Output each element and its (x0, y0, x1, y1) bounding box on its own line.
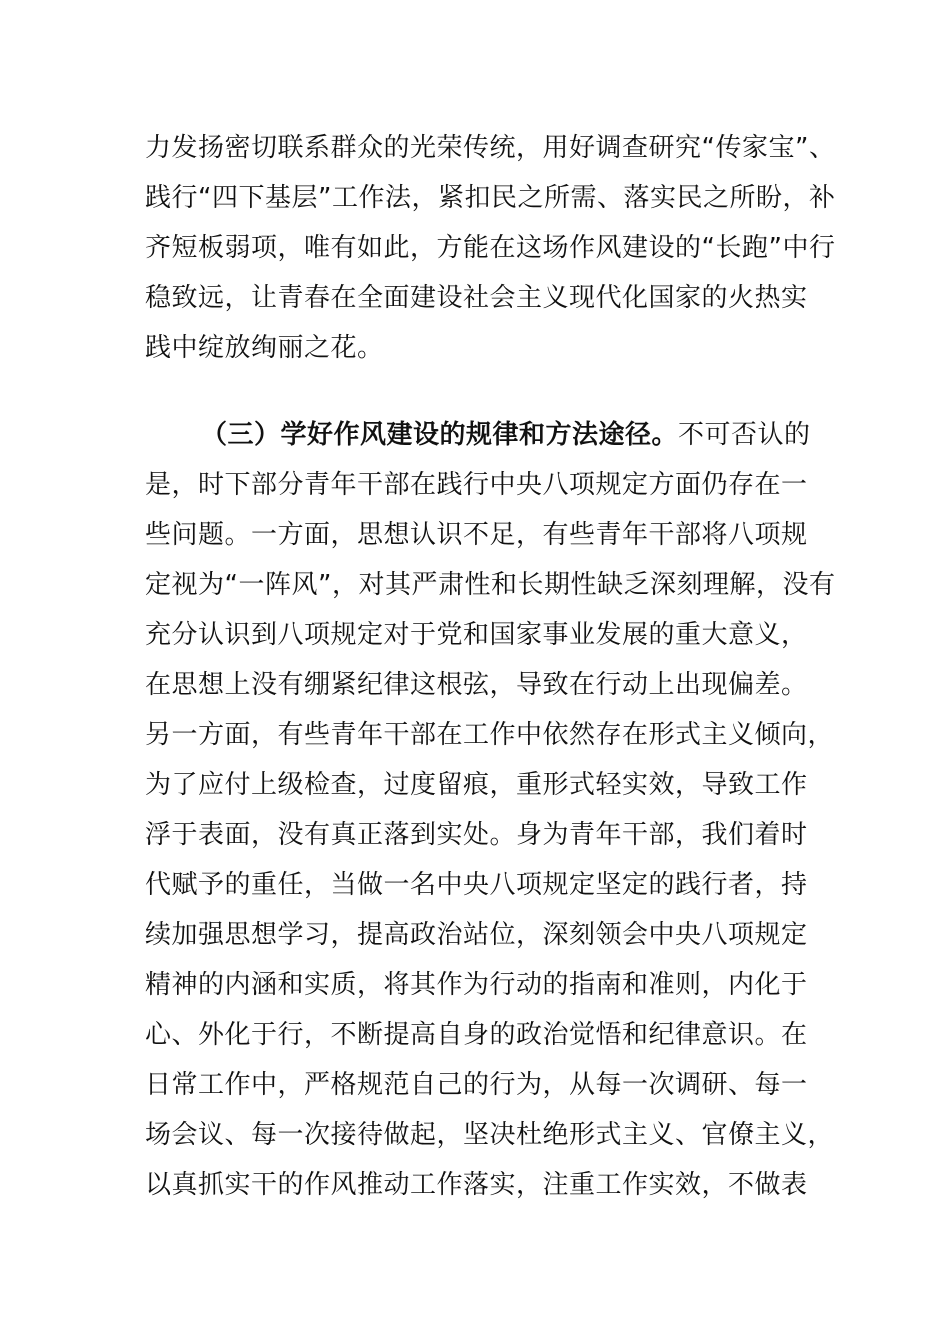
paragraph-1-line: 稳致远，让青春在全面建设社会主义现代化国家的火热实 (145, 283, 808, 313)
paragraph-2-line: 在思想上没有绷紧纪律这根弦，导致在行动上出现偏差。 (145, 670, 808, 700)
paragraph-2-line: 以真抓实干的作风推动工作落实，注重工作实效，不做表 (145, 1170, 808, 1200)
paragraph-1-line: 践中绽放绚丽之花。 (145, 333, 384, 363)
paragraph-2-line: 为了应付上级检查，过度留痕，重形式轻实效，导致工作 (145, 770, 808, 800)
paragraph-2-line: 些问题。一方面，思想认识不足，有些青年干部将八项规 (145, 520, 808, 550)
paragraph-2-line: 日常工作中，严格规范自己的行为，从每一次调研、每一 (145, 1070, 808, 1100)
paragraph-2-line: 心、外化于行，不断提高自身的政治觉悟和纪律意识。在 (145, 1020, 808, 1050)
paragraph-2-line: 另一方面，有些青年干部在工作中依然存在形式主义倾向， (145, 720, 835, 750)
paragraph-2-first-line-text: 不可否认的 (678, 420, 811, 450)
paragraph-2-first-line (201, 415, 811, 455)
paragraph-2-line: 充分认识到八项规定对于党和国家事业发展的重大意义， (145, 620, 808, 650)
paragraph-2-line: 是，时下部分青年干部在践行中央八项规定方面仍存在一 (145, 470, 808, 500)
paragraph-1-line: 力发扬密切联系群众的光荣传统，用好调查研究“传家宝”、 (145, 133, 836, 163)
paragraph-2-line: 精神的内涵和实质，将其作为行动的指南和准则，内化于 (145, 970, 808, 1000)
paragraph-2-line: 代赋予的重任，当做一名中央八项规定坚定的践行者，持 (145, 870, 808, 900)
section-heading: （三）学好作风建设的规律和方法途径。 (201, 420, 679, 450)
paragraph-2-line: 续加强思想学习，提高政治站位，深刻领会中央八项规定 (145, 920, 808, 950)
paragraph-2-line: 场会议、每一次接待做起，坚决杜绝形式主义、官僚主义， (145, 1120, 835, 1150)
paragraph-2-line: 定视为“一阵风”，对其严肃性和长期性缺乏深刻理解，没有 (145, 570, 836, 600)
paragraph-2-line: 浮于表面，没有真正落到实处。身为青年干部，我们着时 (145, 820, 808, 850)
paragraph-1-line: 践行“四下基层”工作法，紧扣民之所需、落实民之所盼，补 (145, 183, 836, 213)
paragraph-1-line: 齐短板弱项，唯有如此，方能在这场作风建设的“长跑”中行 (145, 233, 836, 263)
